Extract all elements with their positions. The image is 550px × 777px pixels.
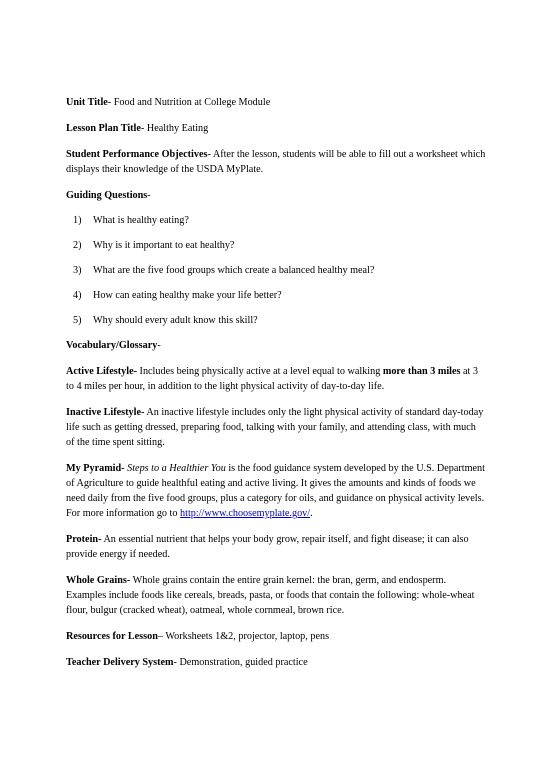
question-number: 3) [73,265,82,276]
question-text: Why is it important to eat healthy? [93,240,235,251]
guiding-questions-list [66,213,486,328]
lesson-title-label: Lesson Plan Title [66,123,141,134]
document-page [66,95,486,681]
whole-grains-term: Whole Grains- [66,575,131,586]
lesson-title-line [66,121,486,136]
objectives-text: - After the lesson, students will be able to fill out a worksheet which displays their knowledge of the USDA MyPlate. [66,149,486,175]
whole-grains-text: Whole grains contain the entire grain kernel: the bran, germ, and endosperm. Examples include foods like cereals, breads, pasta, or foods that contain the following: whole-wheat flour, bulgur (cracked wheat), oatmeal, whole cornmeal, brown rice. [66,575,475,616]
question-text: Why should every adult know this skill? [93,315,258,326]
objectives-paragraph [66,147,486,177]
vocabulary-label: Vocabulary/Glossary [66,340,158,351]
list-item [66,313,486,328]
list-item [66,213,486,228]
my-pyramid-definition [66,461,486,521]
unit-title-label: Unit Title [66,97,108,108]
question-number: 4) [73,290,82,301]
active-lifestyle-definition [66,364,486,394]
my-pyramid-subtitle: Steps to a Healthier You [124,463,226,474]
choosemyplate-link[interactable]: http://www.choosemyplate.gov/ [180,508,311,519]
resources-value: – Worksheets 1&2, projector, laptop, pens [157,631,330,642]
unit-title-line [66,95,486,110]
my-pyramid-term: My Pyramid- [66,463,125,474]
question-number: 5) [73,315,82,326]
question-text: What is healthy eating? [93,215,189,226]
inactive-lifestyle-term: Inactive Lifestyle- [66,407,145,418]
active-lifestyle-text-1: Includes being physically active at a level equal to walking [137,366,383,377]
whole-grains-definition [66,573,486,618]
guiding-questions-dash: - [147,190,151,201]
active-lifestyle-term: Active Lifestyle- [66,366,137,377]
question-number: 1) [73,215,82,226]
active-lifestyle-emphasis: more than 3 miles [382,366,461,377]
inactive-lifestyle-text: An inactive lifestyle includes only the light physical activity of standard day-today life such as getting dressed, preparing food, talking with your family, and attending class, with much of the time spent sitting. [66,407,484,448]
protein-text: An essential nutrient that helps your body grow, repair itself, and fight disease; it can also provide energy if needed. [66,534,469,560]
vocabulary-heading [66,338,486,353]
question-text: How can eating healthy make your life better? [93,290,282,301]
guiding-questions-heading [66,188,486,203]
question-text: What are the five food groups which create a balanced healthy meal? [93,265,375,276]
unit-title-value: - Food and Nutrition at College Module [107,97,271,108]
guiding-questions-label: Guiding Questions [66,190,148,201]
question-number: 2) [73,240,82,251]
inactive-lifestyle-definition [66,405,486,450]
active-lifestyle-text-2: at 3 to 4 miles per hour, in addition to the light physical activity of day-to-day life. [66,366,479,392]
protein-definition [66,532,486,562]
resources-line [66,629,486,644]
list-item [66,238,486,253]
my-pyramid-end: . [310,508,313,519]
lesson-title-value: - Healthy Eating [140,123,209,134]
delivery-system-value: - Demonstration, guided practice [173,657,308,668]
resources-label: Resources for Lesson [66,631,158,642]
vocabulary-dash: - [157,340,161,351]
objectives-label: Student Performance Objectives [66,149,208,160]
list-item [66,263,486,278]
list-item [66,288,486,303]
protein-term: Protein- [66,534,102,545]
delivery-system-label: Teacher Delivery System [66,657,174,668]
my-pyramid-text: is the food guidance system developed by the U.S. Department of Agriculture to guide healthful eating and active living. It gives the amounts and kinds of foods we need daily from the five food groups, plus a category for oils, and guidance on physical activity levels. For more information go to [66,463,485,519]
delivery-system-line [66,655,486,670]
